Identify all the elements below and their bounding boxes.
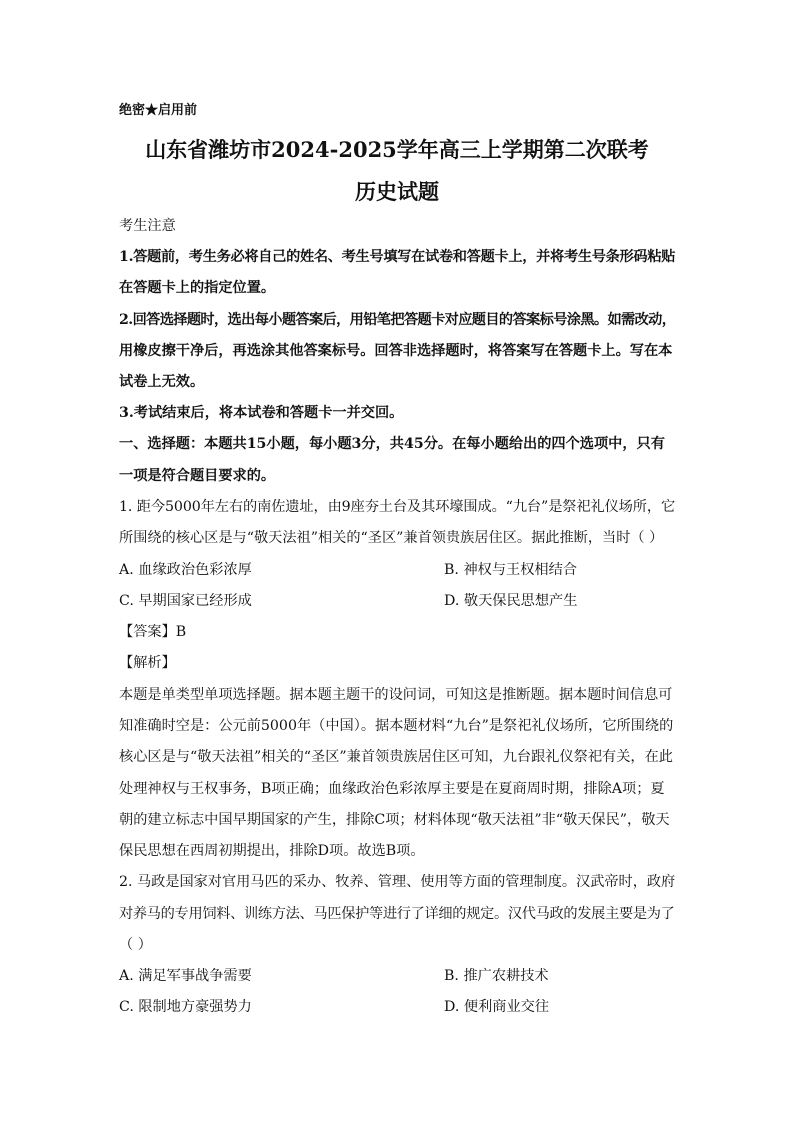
question-stem-line: 2. 马政是国家对官用马匹的采办、牧养、管理、使用等方面的管理制度。汉武帝时，政府	[119, 874, 676, 890]
option-d: D. 便利商业交往	[444, 999, 550, 1015]
analysis-label: 【解析】	[119, 655, 176, 671]
option-a: A. 血缘政治色彩浓厚	[119, 562, 252, 578]
question-stem-line: （ ）	[119, 937, 152, 953]
notice-line: 3.考试结束后，将本试卷和答题卡一并交回。	[119, 405, 404, 421]
page-subtitle: 历史试题	[355, 179, 439, 204]
analysis-line: 朝的建立标志中国早期国家的产生，排除C项；材料体现“敬天法祖”非“敬天保民”，敬天	[119, 812, 670, 828]
question-stem-line: 所围绕的核心区是与“敬天法祖”相关的“圣区”兼首领贵族居住区。据此推断，当时（ ）	[119, 530, 664, 546]
section-line: 一项是符合题目要求的。	[119, 468, 276, 484]
analysis-line: 处理神权与王权事务，B项正确；血缘政治色彩浓厚主要是在夏商周时期，排除A项；夏	[119, 781, 665, 797]
notice-line: 试卷上无效。	[119, 374, 205, 390]
notice-line: 在答题卡上的指定位置。	[119, 280, 276, 296]
analysis-line: 本题是单类型单项选择题。据本题主题干的设问词，可知这是推断题。据本题时间信息可	[119, 687, 673, 703]
option-b: B. 神权与王权相结合	[444, 562, 577, 578]
analysis-line: 核心区是与“敬天法祖”相关的“圣区”兼首领贵族居住区可知，九台跟礼仪祭祀有关，在此	[119, 749, 673, 765]
section-line: 一、选择题：本题共15小题，每小题3分，共45分。在每小题给出的四个选项中，只有	[119, 436, 665, 452]
analysis-line: 保民思想在西周初期提出，排除D项。故选B项。	[119, 843, 425, 859]
option-b: B. 推广农耕技术	[444, 968, 549, 984]
notice-line: 用橡皮擦干净后，再选涂其他答案标号。回答非选择题时，将答案写在答题卡上。写在本	[119, 343, 673, 359]
question-stem-line: 对养马的专用饲料、训练方法、马匹保护等进行了详细的规定。汉代马政的发展主要是为了	[119, 906, 675, 922]
option-c: C. 早期国家已经形成	[119, 593, 252, 609]
analysis-line: 知准确时空是：公元前5000年（中国）。据本题材料“九台”是祭祀礼仪场所，它所围绕的	[119, 718, 674, 734]
option-a: A. 满足军事战争需要	[119, 968, 252, 984]
notice-line: 2.回答选择题时，选出每小题答案后，用铅笔把答题卡对应题目的答案标号涂黑。如需改动，	[119, 312, 676, 328]
option-c: C. 限制地方豪强势力	[119, 999, 252, 1015]
question-stem-line: 1. 距今5000年左右的南佐遗址，由9座夯土台及其环壕围成。“九台”是祭祀礼仪场所，它	[119, 499, 676, 515]
option-d: D. 敬天保民思想产生	[444, 593, 578, 609]
page-title: 山东省潍坊市2024-2025学年高三上学期第二次联考	[145, 137, 649, 162]
secret-mark: 绝密★启用前	[119, 103, 198, 118]
answer: 【答案】B	[119, 624, 187, 640]
notice-heading: 考生注意	[119, 218, 176, 234]
notice-line: 1.答题前，考生务必将自己的姓名、考生号填写在试卷和答题卡上，并将考生号条形码粘贴	[119, 249, 676, 265]
